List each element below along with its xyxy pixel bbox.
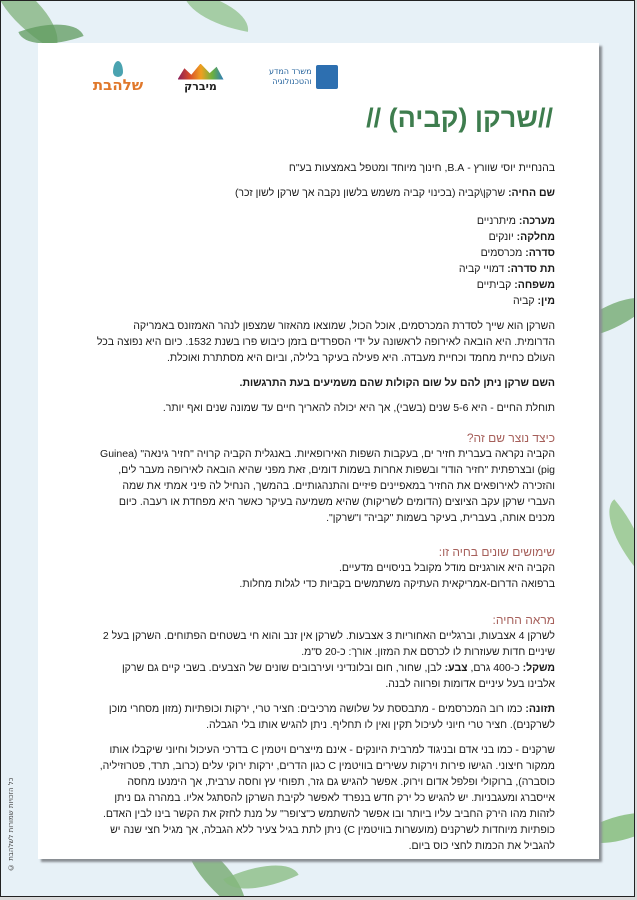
leaf-decoration <box>593 499 635 571</box>
taxonomy-label: מערכה: <box>518 215 555 227</box>
taxonomy-label: מין: <box>537 295 555 307</box>
taxonomy-item <box>96 245 555 261</box>
weight-value: כ-400 גרם, <box>467 662 523 674</box>
mibrak-logo <box>173 59 228 97</box>
leaf-decoration <box>179 0 253 32</box>
taxonomy-item <box>96 261 555 277</box>
animal-name-value: שרקן\קביה (בכינוי קביה משמש בלשון נקבה אך שרקן לשון זכר) <box>234 187 509 199</box>
name-origin-note <box>96 375 555 391</box>
section-heading-appearance: מראה החיה: <box>492 613 555 627</box>
animal-name-label: שם החיה: <box>508 187 555 199</box>
color-label: צבע: <box>444 662 468 674</box>
taxonomy-label: סדרה: <box>525 247 555 259</box>
taxonomy-item <box>96 277 555 293</box>
taxonomy-item <box>96 229 555 245</box>
document-page <box>38 43 599 859</box>
taxonomy-value: יונקים <box>488 231 517 243</box>
name-origin-text: השם שרקן ניתן להם על שום הקולות שהם משמיעים בעת התרגשות. <box>239 377 555 389</box>
section-heading-uses: שימושים שונים בחיה זו: <box>438 545 555 559</box>
taxonomy-value: קביתיים <box>476 279 515 291</box>
animal-name <box>96 185 555 201</box>
nutrition-paragraph <box>96 701 555 733</box>
appearance-paragraph: לשרקן 4 אצבעות, וברגליים האחוריות 3 אצבעות. לשרקן אין זנב והוא חי בשטחים הפתוחים. השרקן בעל 2 שיניים חדות שעוזרות לו לכרסם את המזון. אורך: כ-20 ס"מ. <box>102 630 555 658</box>
byline: בהנחיית יוסי שוורץ - B.A, חינוך מיוחד ומטפל באמצעות בע"ח <box>288 162 555 174</box>
copyright-notice: © כל הזכויות שמורות לשלהבת <box>7 777 15 871</box>
taxonomy-label: מחלקה: <box>516 231 555 243</box>
weight-color-paragraph <box>96 660 555 692</box>
mibrak-logo-text: מיברק <box>184 79 217 93</box>
uses-line: ברפואה הדרום-אמריקאית העתיקה משתמשים בקביות כדי לגלות מחלות. <box>239 578 555 590</box>
ministry-logo-text: משרד המדע והטכנולוגיה <box>268 67 312 86</box>
logo-bar <box>88 57 338 97</box>
nutrition-label: תזונה: <box>525 703 555 715</box>
flame-icon <box>113 61 123 77</box>
section-heading-origin: כיצד נוצר שם זה? <box>466 431 555 445</box>
taxonomy-item <box>96 293 555 309</box>
taxonomy-item <box>96 213 555 229</box>
ministry-logo <box>248 63 343 91</box>
state-emblem-icon <box>316 65 338 89</box>
nutrition-details: שרקנים - כמו בני אדם ובניגוד למרבית היונקים - אינם מייצרים ויטמין C בדרכי העיכול וחיוני שיקבלו אותו ממקור חיצוני. הגישו פירות וירקות עשירים בוויטמין C כגון הדרים, ירקות ירוקי עלים (כרוב, תרד, פטרוזיליה, כוסברה), ברוקולי ופלפל אדום וירוק. אפשר להגיש גם גזר, תפוחי עץ וחסה ערבית, אך הימנעו מחסה אייסברג ומעגבניות. יש להגיש כל ירק חדש בנפרד לאפשר לקיבת השרקן להסתגל אליו. במהרה גם ניתן לזהות מהו הירק החביב עליו ביותר ובו אפשר להשתמש כ"צ'ופר" על מנת לחזק את הקשר בינו לבין האדם. כופתיות מיוחדות לשרקנים (מועשרות בוויטמין C) ניתן לתת בגיל צעיר ללא הגבלה, אך מגיל חצי שנה יש להגביל את הכמות לחצי כוס ביום. <box>99 744 555 852</box>
origin-paragraph: הקביה נקראה בעברית חזיר ים, בעקבות השפות האירופאיות. באנגלית הקביה קרויה "חזיר גינאה" (Guinea pig) ובצרפתית "חזיר הודו" ובשפות אחרות בשמות דומים, זאת מפני שהיא הובאה לאירופה מעבר לים, והזכירה לאירופאים את החזיר במאפיינים פיזיים והתנהגותיים. בהמשך, הנחיל לה פיני אמתי את שמה העברי שרקן עקב הציוצים (הדומים לשריקות) שהיא משמיעה בעיקר כאשר היא מפחדת או רעבה. כיום מכנים אותה, בעברית, בעיקר בשמות "קביה" ו"שרקן". <box>100 448 555 524</box>
weight-label: משקל: <box>522 662 555 674</box>
document-body <box>96 103 555 854</box>
taxonomy-value: מיתרניים <box>476 215 519 227</box>
taxonomy-label: משפחה: <box>514 279 555 291</box>
intro-paragraph: השרקן הוא שייך לסדרת המכרסמים, אוכל הכול, שמוצאו מהאזור שמצפון לנהר האמזונס באמריקה הדרומית. היא הובאה לאירופה לראשונה על ידי הספרדים בזמן כיבוש פרו בשנת 1532. כיום היא נפוצה בכל העולם כחיית מחמד וכחיית מעבדה. היא פעילה בעיקר בלילה, וביום היא מסתתרת ואוכלת. <box>96 320 555 364</box>
taxonomy-label: תת סדרה: <box>507 263 555 275</box>
page-title: //שרקן (קביה) // <box>366 103 553 133</box>
uses-line: הקביה היא אורגניזם מודל מקובל בניסויים מדעיים. <box>338 562 555 574</box>
taxonomy-list <box>96 213 555 309</box>
color-value: לבן, שחור, חום ובלונדיני ועירבובים שונים של הצבעים. בשבי קיים גם שרקן אלבינו בעל עיניים אדומות ופרווה לבנה. <box>121 662 555 690</box>
taxonomy-value: קביה <box>512 295 538 307</box>
nutrition-text: כמו רוב המכרסמים - מתבססת על שלושה מרכיבים: חציר טרי, ירקות וכופתיות (מזון מסחרי מוכן לשרקנים). חציר טרי חיוני לעיכול תקין ואין לו תחליף. ניתן להגיש אותו בלי הגבלה. <box>108 703 555 731</box>
lifespan-paragraph: תוחלת החיים - היא 5-6 שנים (בשבי), אך היא יכולה להאריך חיים עד שמונה שנים ואף יותר. <box>162 402 555 414</box>
taxonomy-value: מכרסמים <box>480 247 526 259</box>
colorful-roofs-icon <box>178 64 224 80</box>
shalhevet-logo <box>88 57 148 97</box>
taxonomy-value: דמויי קביה <box>458 263 508 275</box>
shalhevet-logo-text: שלהבת <box>92 76 144 94</box>
